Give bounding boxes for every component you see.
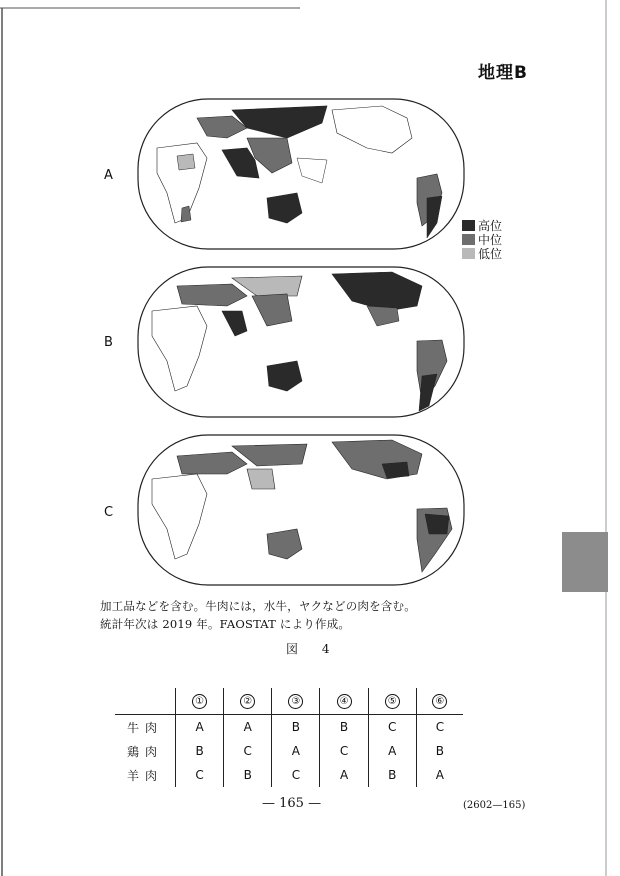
legend-swatch-mid: [462, 234, 475, 245]
choice-number-6: ⑥: [432, 694, 447, 709]
page-number: — 165 —: [262, 796, 322, 811]
choice-header-1: [176, 688, 224, 715]
world-map-b: [137, 266, 465, 418]
legend-label-mid: 中位: [478, 232, 503, 247]
map-label-a: A: [104, 168, 113, 183]
table-row-mutton: [115, 763, 463, 787]
table-cell: C: [416, 715, 463, 740]
choice-number-3: ③: [288, 694, 303, 709]
map-label-b: B: [104, 335, 113, 350]
table-cell: A: [176, 715, 224, 740]
subject-title: 地理B: [478, 63, 528, 83]
table-cell: B: [368, 763, 416, 787]
figure-label: 図 4: [286, 642, 340, 656]
caption-line-2: 統計年次は 2019 年。FAOSTAT により作成。: [100, 617, 351, 631]
table-cell: C: [224, 739, 272, 763]
map-label-c: C: [104, 505, 114, 520]
legend-label-high: 高位: [478, 218, 503, 233]
table-cell: A: [272, 739, 320, 763]
table-cell: C: [320, 739, 368, 763]
legend-swatch-high: [462, 220, 475, 231]
choice-number-5: ⑤: [385, 694, 400, 709]
table-corner-cell: [115, 688, 176, 715]
map-legend: [462, 218, 502, 260]
table-cell: B: [320, 715, 368, 740]
table-cell: C: [272, 763, 320, 787]
choice-header-4: [320, 688, 368, 715]
side-index-tab: [562, 532, 608, 592]
table-header-row: [115, 688, 463, 715]
choice-header-3: [272, 688, 320, 715]
table-cell: A: [224, 715, 272, 740]
row-label-mutton: 羊肉: [126, 768, 163, 783]
table-cell: B: [176, 739, 224, 763]
table-cell: A: [368, 739, 416, 763]
table-cell: B: [272, 715, 320, 740]
choice-header-6: [416, 688, 463, 715]
table-cell: B: [416, 739, 463, 763]
answer-choice-table: [115, 688, 463, 787]
page-code: (2602—165): [463, 800, 526, 811]
table-cell: C: [176, 763, 224, 787]
table-row-beef: [115, 715, 463, 740]
table-cell: C: [368, 715, 416, 740]
choice-header-5: [368, 688, 416, 715]
choice-number-1: ①: [192, 694, 207, 709]
caption-line-1: 加工品などを含む。牛肉には，水牛，ヤクなどの肉を含む。: [100, 599, 416, 613]
legend-item-low: [462, 246, 502, 260]
table-row-chicken: [115, 739, 463, 763]
table-cell: A: [320, 763, 368, 787]
choice-number-4: ④: [337, 694, 352, 709]
choice-number-2: ②: [240, 694, 255, 709]
choice-header-2: [224, 688, 272, 715]
world-map-a: [137, 98, 465, 250]
row-label-beef: 牛肉: [126, 720, 163, 735]
legend-swatch-low: [462, 248, 475, 259]
table-cell: B: [224, 763, 272, 787]
table-cell: A: [416, 763, 463, 787]
row-label-chicken: 鶏肉: [126, 744, 163, 759]
legend-label-low: 低位: [478, 246, 503, 261]
world-map-c: [137, 434, 465, 586]
